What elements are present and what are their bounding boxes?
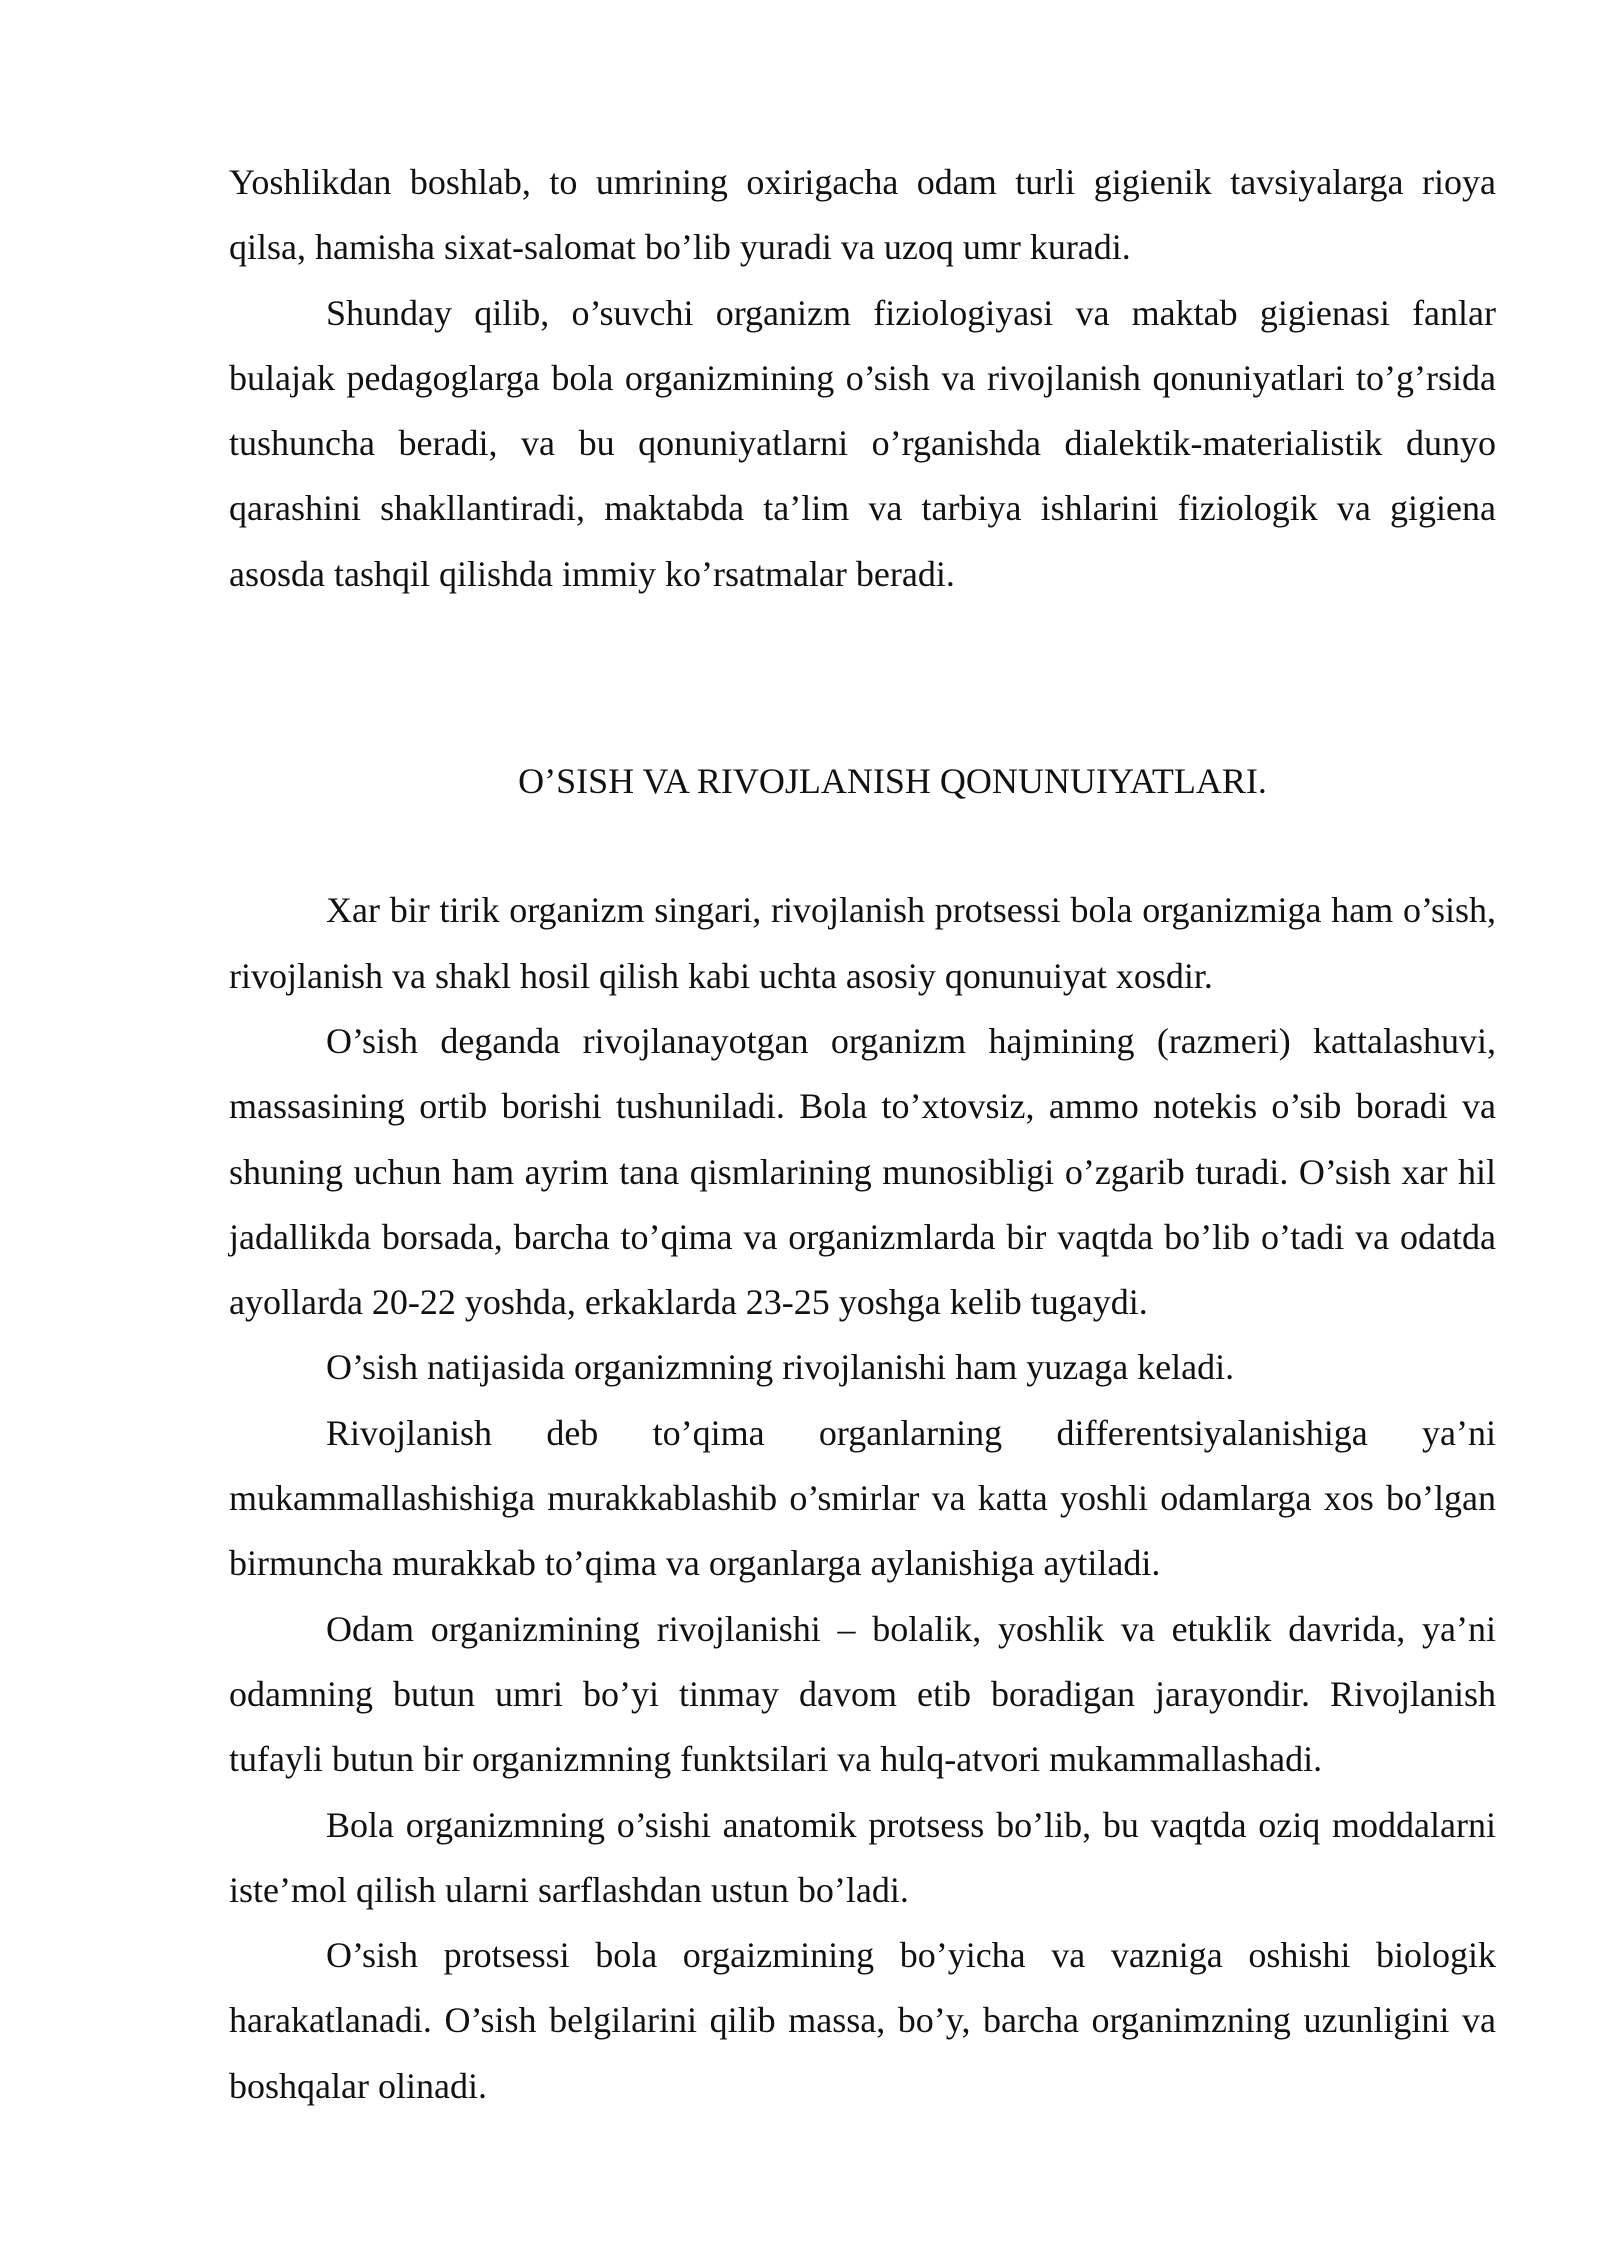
paragraph-section-4: Rivojlanish deb to’qima organlarning differentsiyalanishiga ya’ni mukammallashishiga murakkablashib o’smirlar va katta yoshli odamlarga xos bo’lgan birmuncha murakkab to’qima va organlarga aylanishiga aytiladi.	[229, 1412, 1496, 1584]
paragraph-section-5: Odam organizmining rivojlanishi – bolalik, yoshlik va etuklik davrida, ya’ni odamning butun umri bo’yi tinmay davom etib boradigan jarayondir. Rivojlanish tufayli butun bir organizmning funktsilari va hulq-atvori mukammallashadi.	[229, 1608, 1496, 1780]
document-page	[229, 150, 1496, 2119]
paragraph-section-7: O’sish protsessi bola orgaizmining bo’yicha va vazniga oshishi biologik harakatlanadi. O’sish belgilarini qilib massa, bo’y, barcha organimzning uzunligini va boshqalar olinadi.	[229, 1935, 1496, 2106]
section-heading: O’SISH VA RIVOJLANISH QONUNUIYATLARI.	[518, 761, 1267, 802]
paragraph-section-2: O’sish deganda rivojlanayotgan organizm hajmining (razmeri) kattalashuvi, massasining ortib borishi tushuniladi. Bola to’xtovsiz, ammo notekis o’sib boradi va shuning uchun ham ayrim tana qismlarining munosibligi o’zgarib turadi. O’sish xar hil jadallikda borsada, barcha to’qima va organizmlarda bir vaqtda bo’lib o’tadi va odatda ayollarda 20-22 yoshda, erkaklarda 23-25 yoshga kelib tugaydi.	[229, 1020, 1496, 1323]
paragraph-section-3: O’sish natijasida organizmning rivojlanishi ham yuzaga keladi.	[326, 1347, 1235, 1388]
paragraph-section-6: Bola organizmning o’sishi anatomik protsess bo’lib, bu vaqtda oziq moddalarni iste’mol qilish ularni sarflashdan ustun bo’ladi.	[229, 1804, 1496, 1910]
paragraph-section-1: Xar bir tirik organizm singari, rivojlanish protsessi bola organizmiga ham o’sish, rivojlanish va shakl hosil qilish kabi uchta asosiy qonunuiyat xosdir.	[229, 890, 1496, 996]
paragraph-intro-2: Shunday qilib, o’suvchi organizm fiziologiyasi va maktab gigienasi fanlar bulajak pedagoglarga bola organizmining o’sish va rivojlanish qonuniyatlari to’g’rsida tushuncha beradi, va bu qonuniyatlarni o’rganishda dialektik-materialistik dunyo qarashini shakllantiradi, maktabda ta’lim va tarbiya ishlarini fiziologik va gigiena asosda tashqil qilishda immiy ko’rsatmalar beradi.	[229, 292, 1496, 594]
paragraph-intro-1: Yoshlikdan boshlab, to umrining oxirigacha odam turli gigienik tavsiyalarga rioya qilsa, hamisha sixat-salomat bo’lib yuradi va uzoq umr kuradi.	[229, 162, 1496, 268]
